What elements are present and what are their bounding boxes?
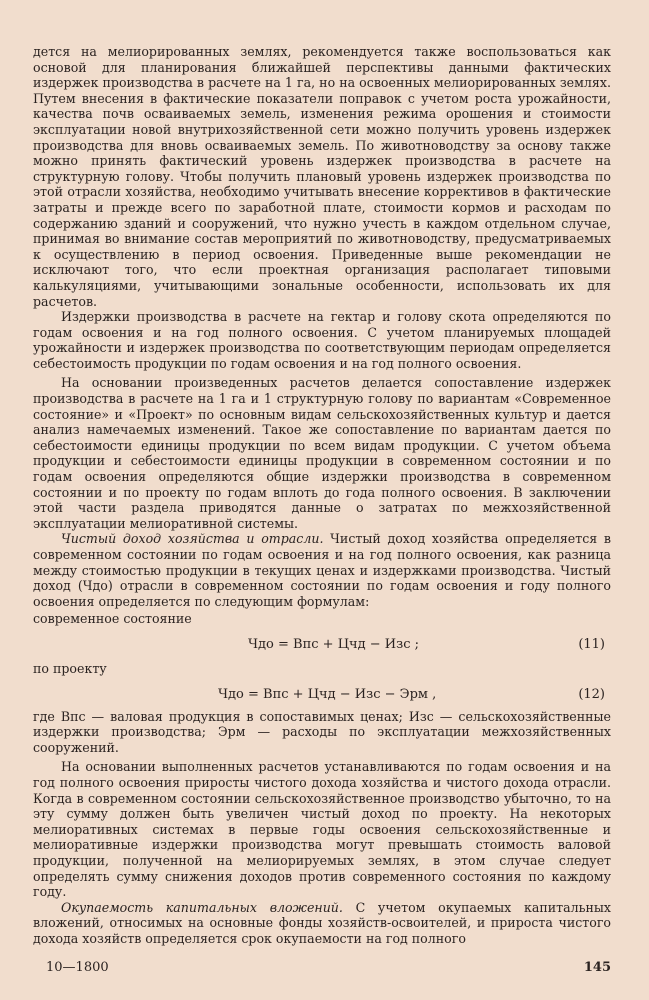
paragraph-legend: где Впс — валовая продукция в сопоставимых ценах; Изс — сельскохозяйственные издержки производства; Эрм — расходы по эксплуатации межхозяйственных сооружений. — [33, 708, 611, 755]
page-number: 145 — [583, 960, 611, 975]
net-income-text: Чистый доход хозяйства определяется в современном состоянии по годам освоения и на год полного освоения, как разница между стоимостью продукции в текущих ценах и издержками производства. Чистый доход (Чдо) отрасли в современном состоянии по годам освоения и году полного освоения определяется по следующим формулам: — [33, 531, 611, 609]
printer-signature: 10—1800 — [46, 960, 109, 975]
paragraph-intro: дется на мелиорированных землях, рекомендуется также воспользоваться как основой для планирования ближайшей перспективы данными фактических издержек производства в расчете на 1 га, но на освоенных мелиорированных землях. Путем внесения в фактические показатели поправок с учетом роста урожайности, качества почв осваиваемых земель, изменения режима орошения и стоимости эксплуатации новой внутрихозяйственной сети можно получить уровень издержек производства для вновь осваиваемых земель. По животноводству за основу также можно принять фактический уровень издержек производства в расчете на структурную голову. Чтобы получить плановый уровень издержек производства по этой отрасли хозяйства, необходимо учитывать внесение коррективов в фактические затраты и прежде всего по заработной плате, стоимости кормов и расходам по содержанию зданий и сооружений, что нужно учесть в каждом отдельном случае, принимая во внимание состав мероприятий по животноводству, предусматриваемых к осуществлению в период освоения. Приведенные выше рекомендации не исключают того, что если проектная организация располагает типовыми калькуляциями, учитывающими зональные особенности, использовать их для расчетов. — [33, 44, 611, 309]
paragraph-payback — [33, 900, 611, 947]
formula-12 — [33, 679, 611, 709]
formula-12-expression: Чдо = Впс + Цчд − Изс − Эрм , — [218, 686, 437, 702]
payback-text: С учетом окупаемых капитальных вложений, относимых на основные фонды хозяйств-освоителей, и прироста чистого дохода хозяйств определяется срок окупаемости на год полного — [33, 899, 611, 946]
paragraph-net-income — [33, 531, 611, 609]
page-footer — [46, 960, 611, 980]
formula-11-expression: Чдо = Впс + Цчд − Изс ; — [248, 636, 420, 652]
page-body — [33, 44, 611, 946]
section-heading-net-income: Чистый доход хозяйства и отрасли. — [61, 531, 324, 547]
paragraph-income-growth: На основании выполненных расчетов устанавливаются по годам освоения и на год полного освоения приросты чистого дохода хозяйства и чистого дохода отрасли. Когда в современном состоянии сельскохозяйственное производство убыточно, то на эту сумму должен быть увеличен чистый доход по проекту. На некоторых мелиоративных системах в первые годы освоения сельскохозяйственные и мелиоративные издержки производства могут превышать стоимость валовой продукции, полученной на мелиорируемых землях, в этом случае следует определять сумму снижения доходов против современного состояния по каждому году. — [33, 759, 611, 900]
formula-label-current: современное состояние — [33, 611, 192, 627]
paragraph-comparison: На основании произведенных расчетов делается сопоставление издержек производства в расчете на 1 га и 1 структурную голову по вариантам «Современное состояние» и «Проект» по основным видам сельскохозяйственных культур и дается анализ намечаемых изменений. Такое же сопоставление по вариантам дается по себестоимости единицы продукции по всем видам продукции. С учетом объема продукции и себестоимости единицы продукции в современном состоянии и по годам освоения определяются общие издержки производства в современном состоянии и по проекту по годам вплоть до года полного освоения. В заключении этой части раздела приводятся данные о затратах по межхозяйственной эксплуатации мелиоративной системы. — [33, 375, 611, 531]
section-heading-payback: Окупаемость капитальных вложений. — [61, 899, 343, 915]
formula-label-project: по проекту — [33, 660, 107, 676]
paragraph-costs-per-hectare: Издержки производства в расчете на гектар и голову скота определяются по годам освоения и на год полного освоения. С учетом планируемых площадей урожайности и издержек производства по соответствующим периодам определяется себестоимость продукции по годам освоения и на год полного освоения. — [33, 309, 611, 371]
formula-12-number: (12) — [578, 686, 605, 702]
formula-11 — [33, 629, 611, 659]
formula-11-number: (11) — [578, 636, 605, 652]
